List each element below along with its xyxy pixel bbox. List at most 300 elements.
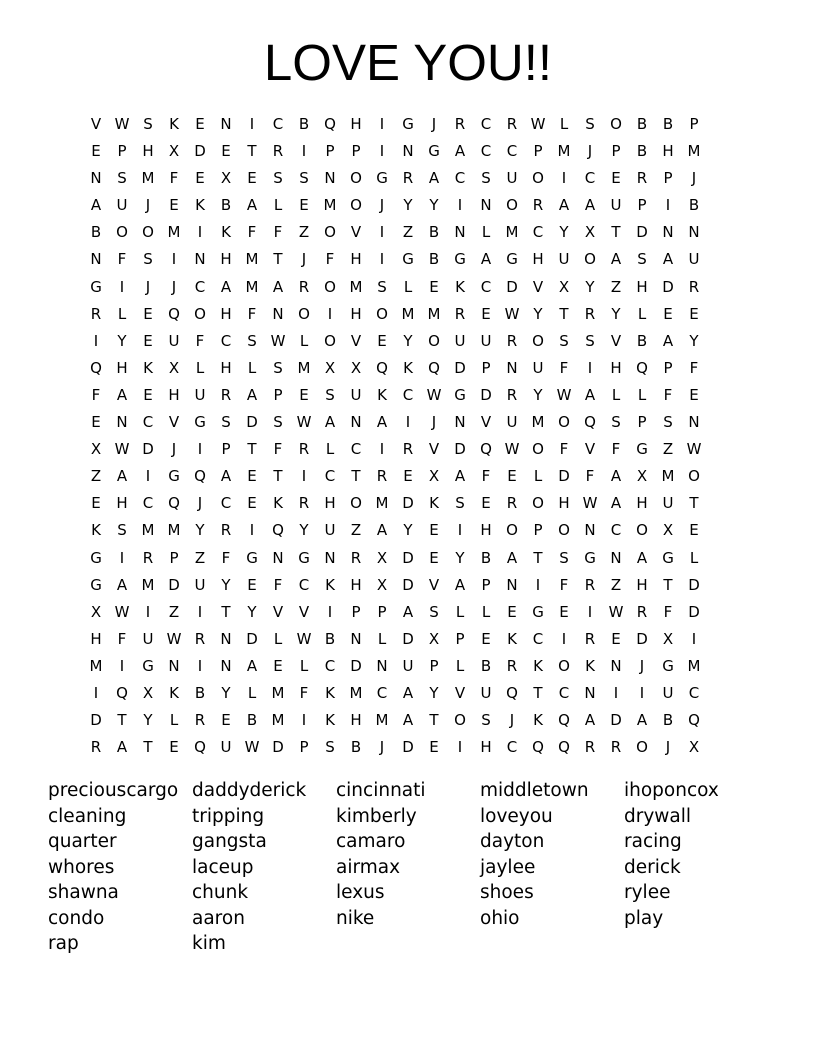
grid-cell: P (351, 602, 361, 621)
grid-cell: W (244, 738, 260, 757)
grid-cell: O (532, 494, 544, 513)
grid-cell: P (533, 521, 543, 540)
grid-cell: F (273, 575, 283, 594)
grid-cell: E (403, 467, 413, 486)
grid-cell: R (350, 548, 362, 567)
grid-cell: I (379, 142, 385, 161)
grid-cell: W (114, 440, 130, 459)
grid-cell: A (272, 277, 284, 296)
grid-cell: T (117, 711, 127, 730)
grid-row (83, 490, 707, 517)
grid-cell: P (663, 358, 673, 377)
grid-cell: O (688, 467, 700, 486)
grid-cell: L (689, 548, 699, 567)
grid-cell: B (220, 196, 232, 215)
grid-cell: C (220, 494, 232, 513)
grid-cell: W (114, 602, 130, 621)
grid-cell: S (559, 331, 569, 350)
grid-cell: U (454, 331, 466, 350)
word-list-item: drywall (624, 805, 692, 827)
word-list-column (336, 778, 480, 957)
grid-cell: C (480, 142, 492, 161)
grid-cell: A (324, 413, 336, 432)
grid-row (83, 328, 707, 355)
grid-cell: Y (403, 331, 413, 350)
grid-cell: X (428, 629, 440, 648)
grid-cell: E (143, 331, 153, 350)
grid-cell: A (662, 331, 674, 350)
grid-cell: N (506, 575, 518, 594)
word-list-item: shoes (480, 882, 534, 903)
grid-cell: V (532, 277, 544, 296)
grid-cell: Y (585, 277, 595, 296)
grid-cell: G (194, 413, 206, 432)
grid-row (83, 599, 707, 626)
grid-cell: O (532, 169, 544, 188)
letter-grid (83, 111, 707, 761)
grid-cell: T (247, 142, 257, 161)
grid-cell: A (246, 656, 258, 675)
grid-cell: P (377, 602, 387, 621)
grid-cell: G (636, 440, 648, 459)
grid-cell: I (119, 656, 125, 675)
grid-cell: P (663, 169, 673, 188)
grid-cell: L (559, 115, 569, 133)
grid-cell: O (298, 304, 310, 323)
grid-cell: J (145, 277, 151, 296)
grid-cell: Q (90, 358, 102, 377)
grid-cell: G (376, 169, 388, 188)
grid-row (83, 409, 707, 436)
grid-cell: F (559, 575, 569, 594)
grid-cell: R (90, 304, 102, 323)
grid-cell: N (376, 656, 388, 675)
grid-cell: N (610, 656, 622, 675)
grid-cell: M (271, 683, 285, 702)
grid-cell: E (221, 142, 231, 161)
grid-cell: E (429, 548, 439, 567)
grid-cell: I (379, 115, 385, 133)
grid-cell: G (402, 250, 414, 269)
grid-row (83, 219, 707, 246)
word-list-item: play (624, 907, 664, 929)
grid-cell: B (324, 629, 336, 648)
grid-cell: Z (168, 602, 180, 621)
grid-cell: U (610, 196, 622, 215)
grid-cell: Q (558, 738, 570, 757)
grid-cell: N (90, 250, 102, 269)
grid-cell: H (142, 142, 154, 161)
grid-cell: F (585, 467, 595, 486)
grid-cell: P (273, 385, 283, 404)
grid-cell: E (143, 304, 153, 323)
grid-cell: M (167, 223, 181, 242)
grid-cell: N (584, 683, 596, 702)
grid-cell: U (506, 413, 518, 432)
grid-cell: T (273, 467, 283, 486)
grid-cell: O (454, 711, 466, 730)
grid-cell: M (297, 358, 311, 377)
grid-cell: K (585, 656, 595, 675)
grid-cell: K (273, 494, 283, 513)
grid-cell: M (89, 656, 103, 675)
grid-cell: E (195, 115, 205, 133)
grid-cell: O (324, 277, 336, 296)
grid-cell: N (272, 548, 284, 567)
grid-cell: I (587, 602, 593, 621)
grid-cell: S (221, 413, 231, 432)
grid-cell: E (169, 738, 179, 757)
grid-cell: G (662, 548, 674, 567)
grid-cell: Q (428, 358, 440, 377)
grid-cell: C (610, 521, 622, 540)
grid-cell: K (377, 385, 387, 404)
grid-cell: O (636, 738, 648, 757)
grid-cell: F (663, 385, 673, 404)
grid-cell: Y (455, 548, 465, 567)
grid-cell: R (636, 602, 648, 621)
grid-cell: P (455, 629, 465, 648)
grid-cell: D (90, 711, 102, 730)
grid-cell: Y (533, 304, 543, 323)
grid-cell: S (377, 277, 387, 296)
grid-cell: Q (480, 440, 492, 459)
grid-cell: A (376, 521, 388, 540)
grid-cell: I (561, 169, 567, 188)
grid-cell: C (532, 223, 544, 242)
grid-cell: S (299, 169, 309, 188)
grid-cell: E (221, 711, 231, 730)
grid-cell: K (507, 629, 517, 648)
grid-cell: O (142, 223, 154, 242)
grid-cell: Q (688, 711, 700, 730)
grid-cell: U (116, 196, 128, 215)
grid-cell: A (480, 250, 492, 269)
grid-cell: R (584, 738, 596, 757)
grid-cell: U (324, 521, 336, 540)
grid-cell: M (375, 711, 389, 730)
grid-row (83, 463, 707, 490)
grid-cell: H (558, 494, 570, 513)
grid-cell: M (687, 656, 701, 675)
grid-cell: D (350, 656, 362, 675)
word-list-item: ohio (480, 907, 520, 929)
grid-cell: X (324, 358, 336, 377)
grid-cell: F (273, 440, 283, 459)
grid-cell: W (582, 494, 598, 513)
grid-cell: T (221, 602, 231, 621)
grid-cell: Y (247, 602, 257, 621)
grid-cell: R (194, 711, 206, 730)
word-list-item: rylee (624, 882, 671, 903)
grid-cell: S (455, 494, 465, 513)
grid-row (83, 436, 707, 463)
grid-cell: H (220, 358, 232, 377)
page-title: LOVE YOU!! (263, 34, 553, 91)
grid-row (83, 165, 707, 192)
word-list-column (480, 778, 624, 957)
grid-row (83, 707, 707, 734)
grid-cell: H (480, 521, 492, 540)
grid-cell: X (376, 548, 388, 567)
grid-cell: Q (506, 683, 518, 702)
grid-row (83, 517, 707, 544)
grid-cell: O (350, 169, 362, 188)
grid-cell: I (197, 440, 203, 459)
grid-cell: S (117, 521, 127, 540)
grid-cell: H (662, 142, 674, 161)
grid-cell: G (90, 277, 102, 296)
grid-cell: B (194, 683, 206, 702)
grid-cell: S (559, 548, 569, 567)
grid-cell: C (454, 169, 466, 188)
grid-cell: I (379, 440, 385, 459)
grid-cell: G (402, 115, 414, 133)
grid-cell: I (379, 250, 385, 269)
grid-cell: C (558, 683, 570, 702)
grid-cell: F (221, 548, 231, 567)
grid-cell: D (454, 358, 466, 377)
grid-cell: H (90, 629, 102, 648)
grid-cell: H (220, 304, 232, 323)
grid-row (83, 626, 707, 653)
grid-cell: N (350, 629, 362, 648)
word-list-item: dayton (480, 831, 545, 852)
grid-cell: A (636, 711, 648, 730)
grid-cell: H (636, 277, 648, 296)
word-list-item: condo (48, 907, 105, 929)
grid-cell: D (662, 277, 674, 296)
grid-cell: S (325, 738, 335, 757)
grid-cell: H (168, 385, 180, 404)
grid-cell: R (688, 277, 700, 296)
grid-cell: P (325, 142, 335, 161)
grid-cell: F (247, 223, 257, 242)
grid-cell: H (636, 575, 648, 594)
grid-cell: U (142, 629, 154, 648)
grid-cell: I (535, 575, 541, 594)
grid-cell: W (426, 385, 442, 404)
grid-cell: K (403, 358, 413, 377)
grid-row (83, 246, 707, 273)
grid-cell: U (168, 331, 180, 350)
word-list-item: cleaning (48, 805, 127, 827)
word-list-column (624, 778, 768, 957)
grid-cell: F (273, 223, 283, 242)
grid-cell: Y (195, 521, 205, 540)
word-list-item: ihoponcox (624, 780, 719, 801)
word-list-item: whores (48, 856, 115, 878)
grid-cell: C (324, 656, 336, 675)
grid-cell: F (611, 440, 621, 459)
word-list-column (48, 778, 192, 957)
grid-cell: Y (429, 196, 439, 215)
grid-cell: M (323, 196, 337, 215)
grid-cell: I (249, 115, 255, 133)
grid-cell: B (662, 711, 674, 730)
grid-cell: W (608, 602, 624, 621)
grid-cell: M (141, 521, 155, 540)
grid-cell: W (530, 115, 546, 133)
grid-cell: E (299, 385, 309, 404)
grid-cell: J (639, 656, 645, 675)
grid-row (83, 680, 707, 707)
grid-cell: F (325, 250, 335, 269)
grid-cell: F (117, 250, 127, 269)
grid-cell: E (247, 494, 257, 513)
grid-cell: F (195, 331, 205, 350)
grid-cell: E (481, 304, 491, 323)
grid-cell: Y (533, 385, 543, 404)
grid-cell: L (247, 358, 257, 377)
grid-cell: N (454, 413, 466, 432)
grid-cell: A (454, 467, 466, 486)
grid-cell: F (481, 467, 491, 486)
word-list-column (192, 778, 336, 957)
grid-cell: V (90, 115, 102, 133)
grid-cell: X (90, 602, 102, 621)
grid-cell: O (350, 196, 362, 215)
grid-cell: E (429, 277, 439, 296)
grid-cell: A (584, 385, 596, 404)
grid-cell: N (324, 548, 336, 567)
word-list-item: nike (336, 907, 375, 929)
grid-cell: M (167, 521, 181, 540)
grid-cell: I (379, 223, 385, 242)
grid-cell: P (481, 575, 491, 594)
grid-cell: P (117, 142, 127, 161)
grid-cell: U (194, 575, 206, 594)
grid-cell: R (454, 115, 466, 133)
grid-cell: N (220, 115, 232, 133)
grid-row (83, 572, 707, 599)
grid-cell: C (376, 683, 388, 702)
grid-cell: M (141, 575, 155, 594)
word-list-item: middletown (480, 780, 589, 801)
grid-cell: I (301, 467, 307, 486)
grid-cell: E (299, 196, 309, 215)
grid-cell: K (221, 223, 231, 242)
grid-cell: G (168, 467, 180, 486)
grid-cell: H (324, 494, 336, 513)
grid-cell: J (197, 494, 203, 513)
grid-cell: M (505, 223, 519, 242)
grid-cell: E (169, 196, 179, 215)
grid-cell: M (557, 142, 571, 161)
grid-cell: E (91, 413, 101, 432)
grid-cell: S (143, 250, 153, 269)
grid-cell: Q (558, 711, 570, 730)
grid-cell: M (141, 169, 155, 188)
grid-cell: E (91, 142, 101, 161)
grid-cell: G (246, 548, 258, 567)
grid-cell: E (611, 629, 621, 648)
grid-cell: Y (403, 521, 413, 540)
grid-cell: T (143, 738, 153, 757)
grid-cell: S (273, 413, 283, 432)
grid-cell: X (142, 683, 154, 702)
grid-cell: A (428, 169, 440, 188)
grid-cell: R (220, 385, 232, 404)
grid-cell: U (532, 358, 544, 377)
grid-cell: O (428, 331, 440, 350)
grid-cell: L (403, 277, 413, 296)
grid-cell: G (142, 656, 154, 675)
grid-cell: O (376, 304, 388, 323)
grid-cell: B (662, 115, 674, 133)
grid-cell: A (662, 250, 674, 269)
grid-cell: V (428, 575, 440, 594)
grid-cell: R (532, 196, 544, 215)
grid-cell: J (587, 142, 593, 161)
grid-cell: J (431, 115, 437, 133)
grid-cell: U (402, 656, 414, 675)
grid-cell: S (481, 711, 491, 730)
grid-cell: T (247, 440, 257, 459)
grid-cell: J (379, 196, 385, 215)
grid-cell: P (169, 548, 179, 567)
grid-cell: O (558, 656, 570, 675)
grid-cell: N (688, 223, 700, 242)
grid-cell: S (481, 169, 491, 188)
grid-cell: E (247, 169, 257, 188)
grid-cell: O (194, 304, 206, 323)
grid-cell: W (114, 115, 130, 133)
grid-cell: P (689, 115, 699, 133)
grid-cell: H (610, 358, 622, 377)
grid-cell: H (116, 494, 128, 513)
grid-cell: F (117, 629, 127, 648)
grid-cell: N (454, 223, 466, 242)
grid-cell: P (637, 413, 647, 432)
grid-cell: H (350, 304, 362, 323)
grid-cell: G (662, 656, 674, 675)
grid-cell: D (610, 711, 622, 730)
grid-cell: J (665, 738, 671, 757)
grid-cell: C (142, 413, 154, 432)
grid-cell: O (116, 223, 128, 242)
grid-cell: G (506, 250, 518, 269)
grid-cell: M (687, 142, 701, 161)
grid-row (83, 138, 707, 165)
grid-cell: D (194, 142, 206, 161)
grid-cell: E (377, 331, 387, 350)
word-list-item: chunk (192, 882, 249, 903)
grid-cell: Z (662, 440, 674, 459)
grid-cell: E (429, 521, 439, 540)
grid-cell: L (481, 602, 491, 621)
grid-cell: R (142, 548, 154, 567)
grid-cell: A (90, 196, 102, 215)
grid-cell: Y (429, 683, 439, 702)
grid-cell: X (376, 575, 388, 594)
grid-cell: R (584, 304, 596, 323)
grid-cell: K (325, 683, 335, 702)
grid-cell: I (587, 358, 593, 377)
grid-cell: N (90, 169, 102, 188)
grid-cell: B (298, 115, 310, 133)
grid-cell: K (429, 494, 439, 513)
word-list-item: laceup (192, 856, 254, 878)
grid-cell: I (691, 629, 697, 648)
grid-row (83, 734, 707, 761)
grid-cell: A (610, 494, 622, 513)
grid-cell: R (610, 738, 622, 757)
grid-cell: Y (299, 521, 309, 540)
grid-cell: A (402, 602, 414, 621)
grid-cell: D (506, 277, 518, 296)
grid-row (83, 274, 707, 301)
